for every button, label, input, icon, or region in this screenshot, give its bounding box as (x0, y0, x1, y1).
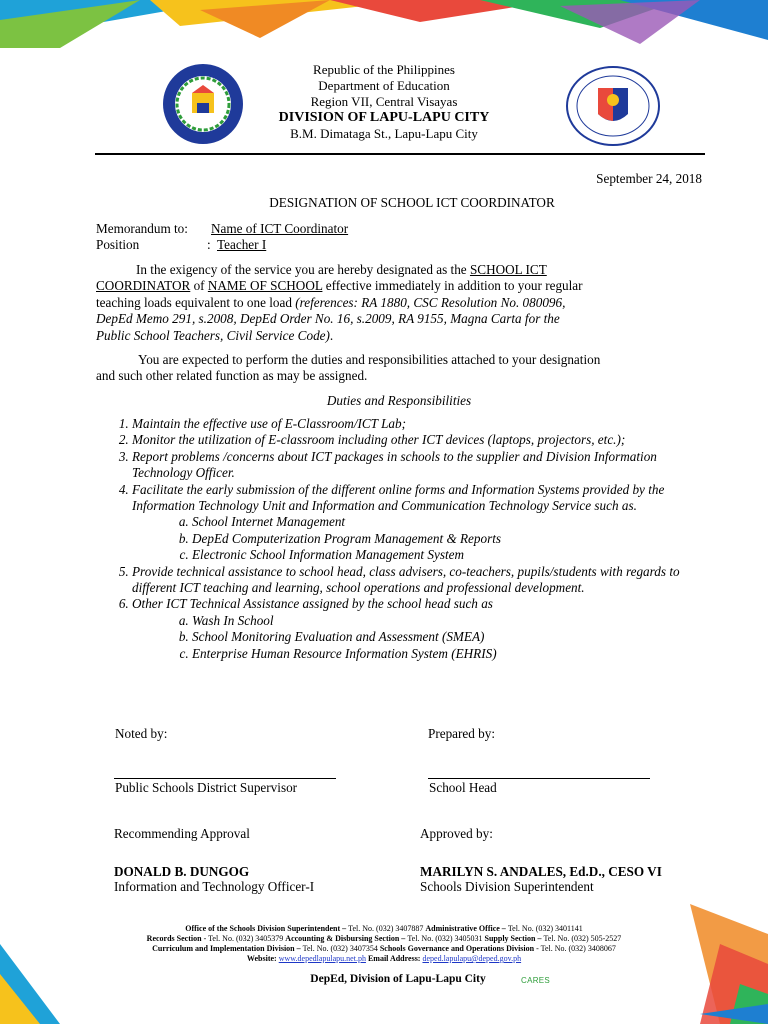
footer-accounting-tel: Tel. No. (032) 3405031 (407, 934, 485, 943)
duty-item (132, 564, 706, 597)
para2-line1: You are expected to perform the duties and responsibilities attached to your designation (138, 352, 601, 367)
footer-cid: Curriculum and Implementation Division – (152, 944, 303, 953)
noted-signature-line (114, 778, 336, 779)
duty-subitem: b. School Monitoring Evaluation and Assessment (SMEA) (192, 629, 706, 645)
designation-paragraph (96, 262, 708, 344)
recommending-role: Information and Technology Officer-I (114, 879, 315, 894)
approved-by-label: Approved by: (420, 826, 493, 841)
footer-admin-office: Administrative Office – (425, 924, 508, 933)
para2-line2: and such other related function as may be assigned. (96, 368, 368, 384)
memo-date: September 24, 2018 (596, 171, 702, 186)
footer-sds-office: Office of the Schools Division Superintendent – (185, 924, 349, 933)
para1-text: In the exigency of the service you are hereby designated as the (136, 262, 470, 277)
duty-subitem: c. Enterprise Human Resource Information System (EHRIS) (192, 646, 706, 662)
footer-supply: Supply Section – (484, 934, 544, 943)
footer-supply-tel: Tel. No. (032) 505-2527 (543, 934, 622, 943)
bottom-decorative-band (0, 904, 768, 1024)
para1-effective: effective immediately in addition to your regular (322, 278, 583, 294)
prepared-by-label: Prepared by: (428, 726, 496, 741)
footer-admin-tel: Tel. No. (032) 3401141 (507, 924, 583, 933)
para1-of: of (190, 278, 208, 294)
memo-title: DESIGNATION OF SCHOOL ICT COORDINATOR (269, 195, 555, 210)
para1-references-3: Public School Teachers, Civil Service Code) (96, 327, 330, 343)
duty-subitem: b. DepEd Computerization Program Management & Reports (192, 531, 706, 547)
top-decorative-band (0, 0, 768, 48)
duty-sublist (132, 613, 706, 662)
duty-subitem: a. Wash In School (192, 613, 706, 629)
header-region: Region VII, Central Visayas (310, 94, 458, 109)
noted-by-label: Noted by: (115, 726, 168, 741)
para1-references-1: (references: RA 1880, CSC Resolution No. 080096, (295, 294, 566, 310)
duties-intro-paragraph (96, 352, 708, 385)
duty-text: Facilitate the early submission of the different online forms and Information Systems provided by the Information Technology Unit and Information and Communication Technology Service such as. (132, 481, 665, 514)
footer-email-link[interactable]: deped.lapulapu@deped.gov.ph (422, 954, 522, 963)
approver-name: MARILYN S. ANDALES, Ed.D., CESO VI (420, 864, 662, 879)
position-colon: : (207, 237, 211, 252)
footer-organization: DepEd, Division of Lapu-Lapu City (310, 973, 486, 985)
prepared-role: School Head (429, 780, 497, 795)
para1-role-part1: SCHOOL ICT (469, 262, 547, 277)
duties-list (96, 416, 706, 662)
para1-references-2: DepEd Memo 291, s.2008, DepEd Order No. 16, s.2009, RA 9155, Magna Carta for the (96, 311, 560, 327)
para1-period: . (329, 327, 334, 343)
para1-loads: teaching loads equivalent to one load (96, 294, 296, 310)
position-label: Position (96, 237, 140, 252)
duties-heading: Duties and Responsibilities (326, 393, 472, 408)
footer-email-label: Email Address: (365, 954, 423, 963)
recommending-name: DONALD B. DUNGOG (114, 864, 250, 879)
prepared-signature-line (428, 778, 650, 779)
position-value: Teacher I (217, 237, 267, 252)
footer-website-link[interactable]: www.depedlapulapu.net.ph (278, 954, 366, 963)
footer-website-label: Website: (246, 954, 279, 963)
header-address: B.M. Dimataga St., Lapu-Lapu City (290, 126, 478, 141)
footer-sds-tel: Tel. No. (032) 3407887 (348, 924, 426, 933)
duty-text: Monitor the utilization of E-classroom including other ICT devices (laptops, projectors, etc.); (132, 432, 626, 448)
duty-item (132, 596, 706, 662)
header-divider (95, 153, 705, 155)
footer-cid-tel: Tel. No. (032) 3407354 (302, 944, 380, 953)
header-division: DIVISION OF LAPU-LAPU CITY (278, 110, 490, 125)
duty-sublist (132, 514, 706, 563)
approver-role: Schools Division Superintendent (420, 879, 594, 894)
footer-records: Records Section (146, 934, 202, 943)
duty-subitem: a. School Internet Management (192, 514, 706, 530)
duty-item (132, 416, 706, 432)
cares-logo: CARES (521, 976, 551, 985)
footer-sgod: Schools Governance and Operations Division (379, 944, 535, 953)
duty-item (132, 449, 706, 482)
header-republic: Republic of the Philippines (313, 62, 455, 77)
letterhead (0, 62, 768, 142)
duty-item (132, 432, 706, 448)
duty-item (132, 482, 706, 564)
memo-to-value: Name of ICT Coordinator (211, 221, 349, 236)
duty-text: Maintain the effective use of E-Classroom/ICT Lab; (132, 416, 406, 431)
footer-sgod-tel: - Tel. No. (032) 3408067 (534, 944, 616, 953)
footer-contacts (0, 924, 768, 964)
duty-text: Other ICT Technical Assistance assigned by the school head such as (132, 596, 493, 612)
footer-records-tel: - Tel. No. (032) 3405379 (201, 934, 286, 943)
recommending-approval-label: Recommending Approval (114, 826, 250, 841)
header-department: Department of Education (318, 78, 450, 93)
para1-school-name: NAME OF SCHOOL (207, 278, 323, 294)
duty-text: Report problems /concerns about ICT packages in schools to the supplier and Division Information Technology Officer. (132, 448, 657, 481)
noted-role: Public Schools District Supervisor (115, 780, 298, 795)
para1-role-part2: COORDINATOR (96, 278, 191, 294)
duty-subitem: c. Electronic School Information Management System (192, 547, 706, 563)
footer-accounting: Accounting & Disbursing Section – (285, 934, 408, 943)
duty-text: Provide technical assistance to school head, class advisers, co-teachers, pupils/students with regards to different ICT teaching and learning, school operations and professional development. (132, 563, 680, 596)
memo-to-label: Memorandum to: (96, 221, 188, 236)
